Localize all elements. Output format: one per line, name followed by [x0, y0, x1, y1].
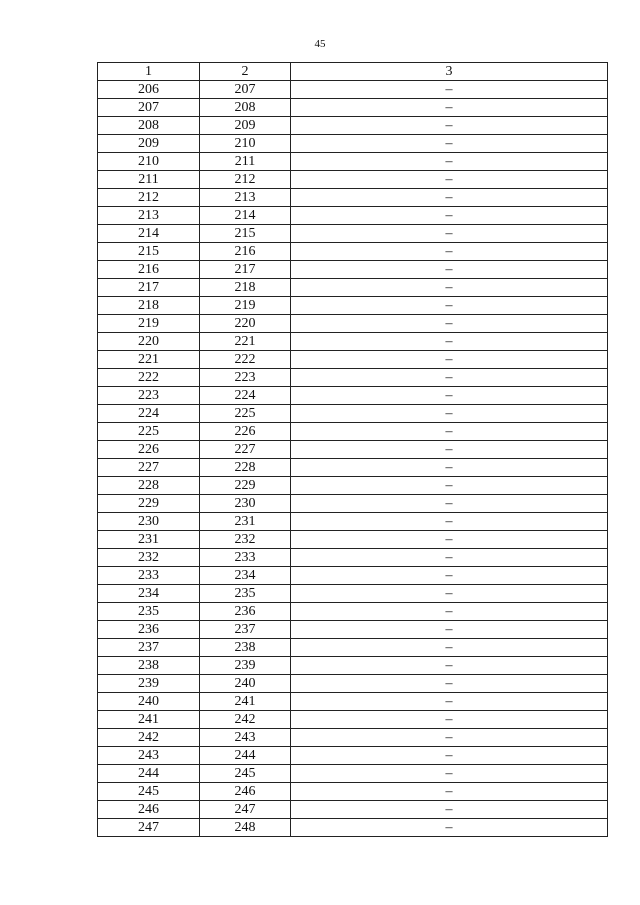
header-row [98, 63, 608, 81]
table-cell-col-1: 240 [98, 693, 200, 711]
table-row [98, 549, 608, 567]
table-cell-col-1: 234 [98, 585, 200, 603]
table-cell-col-1: 218 [98, 297, 200, 315]
table-row [98, 477, 608, 495]
table-cell-col-3: – [291, 297, 608, 315]
table-cell-col-3: – [291, 801, 608, 819]
table-cell-col-1: 213 [98, 207, 200, 225]
table-cell-col-3: – [291, 81, 608, 99]
table-cell-col-3: – [291, 675, 608, 693]
table-cell-col-3: – [291, 531, 608, 549]
table-row [98, 81, 608, 99]
table-cell-col-2: 235 [200, 585, 291, 603]
table-cell-col-3: – [291, 567, 608, 585]
table-cell-col-1: 224 [98, 405, 200, 423]
table-cell-col-3: – [291, 621, 608, 639]
table-cell-col-1: 222 [98, 369, 200, 387]
table-cell-col-3: – [291, 441, 608, 459]
table-row [98, 675, 608, 693]
table-row [98, 351, 608, 369]
table-cell-col-2: 229 [200, 477, 291, 495]
table-row [98, 333, 608, 351]
table-cell-col-3: – [291, 117, 608, 135]
table-cell-col-1: 242 [98, 729, 200, 747]
table-cell-col-2: 210 [200, 135, 291, 153]
table-cell-col-2: 241 [200, 693, 291, 711]
table-cell-col-2: 228 [200, 459, 291, 477]
table-cell-col-2: 231 [200, 513, 291, 531]
table-row [98, 315, 608, 333]
table-cell-col-2: 245 [200, 765, 291, 783]
table-row [98, 585, 608, 603]
table-cell-col-2: 209 [200, 117, 291, 135]
table-row [98, 423, 608, 441]
table-cell-col-2: 239 [200, 657, 291, 675]
table-cell-col-3: – [291, 261, 608, 279]
table-cell-col-3: – [291, 207, 608, 225]
table-cell-col-1: 223 [98, 387, 200, 405]
table-cell-col-2: 227 [200, 441, 291, 459]
table-row [98, 783, 608, 801]
table-cell-col-1: 232 [98, 549, 200, 567]
table-row [98, 279, 608, 297]
table-cell-col-3: – [291, 225, 608, 243]
table-cell-col-2: 240 [200, 675, 291, 693]
table-cell-col-1: 237 [98, 639, 200, 657]
table-cell-col-1: 219 [98, 315, 200, 333]
table-cell-col-1: 220 [98, 333, 200, 351]
table-cell-col-1: 216 [98, 261, 200, 279]
table-cell-col-1: 241 [98, 711, 200, 729]
table-cell-col-1: 207 [98, 99, 200, 117]
table-row [98, 153, 608, 171]
table-cell-col-1: 245 [98, 783, 200, 801]
table-cell-col-3: – [291, 549, 608, 567]
table-cell-col-1: 244 [98, 765, 200, 783]
table-row [98, 747, 608, 765]
table-row [98, 135, 608, 153]
table-row [98, 459, 608, 477]
table-cell-col-2: 244 [200, 747, 291, 765]
table-cell-col-1: 247 [98, 819, 200, 837]
table-cell-col-3: – [291, 405, 608, 423]
data-table [97, 62, 608, 837]
table-cell-col-3: – [291, 315, 608, 333]
table-cell-col-1: 206 [98, 81, 200, 99]
table-cell-col-3: – [291, 459, 608, 477]
table-cell-col-1: 227 [98, 459, 200, 477]
table-cell-col-3: – [291, 135, 608, 153]
table-row [98, 531, 608, 549]
table-cell-col-3: – [291, 603, 608, 621]
table-row [98, 261, 608, 279]
table-cell-col-3: – [291, 369, 608, 387]
table-cell-col-3: – [291, 585, 608, 603]
table-row [98, 567, 608, 585]
table-cell-col-2: 212 [200, 171, 291, 189]
table-cell-col-3: – [291, 351, 608, 369]
table-row [98, 117, 608, 135]
table-row [98, 603, 608, 621]
table-row [98, 405, 608, 423]
table-cell-col-2: 217 [200, 261, 291, 279]
table-cell-col-2: 234 [200, 567, 291, 585]
table-cell-col-1: 211 [98, 171, 200, 189]
table-cell-col-1: 214 [98, 225, 200, 243]
table-cell-col-3: – [291, 729, 608, 747]
table-cell-col-3: – [291, 279, 608, 297]
table-row [98, 639, 608, 657]
table-cell-col-2: 207 [200, 81, 291, 99]
table-cell-col-3: – [291, 747, 608, 765]
table-row [98, 621, 608, 639]
table-cell-col-3: – [291, 99, 608, 117]
table-cell-col-2: 223 [200, 369, 291, 387]
table-row [98, 693, 608, 711]
table-row [98, 711, 608, 729]
table-cell-col-1: 212 [98, 189, 200, 207]
table-cell-col-1: 208 [98, 117, 200, 135]
table-cell-col-1: 236 [98, 621, 200, 639]
table-cell-col-1: 231 [98, 531, 200, 549]
table-cell-col-3: – [291, 495, 608, 513]
table-row [98, 369, 608, 387]
table-row [98, 189, 608, 207]
table-cell-col-2: 226 [200, 423, 291, 441]
table-cell-col-1: 210 [98, 153, 200, 171]
table-cell-col-3: – [291, 423, 608, 441]
table-row [98, 819, 608, 837]
table-cell-col-2: 213 [200, 189, 291, 207]
table-cell-col-2: 242 [200, 711, 291, 729]
table-cell-col-2: 222 [200, 351, 291, 369]
table-cell-col-3: – [291, 171, 608, 189]
table-cell-col-2: 221 [200, 333, 291, 351]
table-cell-col-3: – [291, 693, 608, 711]
table-row [98, 729, 608, 747]
table-cell-col-2: 211 [200, 153, 291, 171]
table-row [98, 225, 608, 243]
table-cell-col-1: 238 [98, 657, 200, 675]
table-row [98, 513, 608, 531]
table-cell-col-2: 230 [200, 495, 291, 513]
table-cell-col-1: 246 [98, 801, 200, 819]
table-cell-col-3: – [291, 243, 608, 261]
table-row [98, 99, 608, 117]
table-cell-col-2: 247 [200, 801, 291, 819]
table-cell-col-1: 235 [98, 603, 200, 621]
table-row [98, 297, 608, 315]
table-cell-col-2: 225 [200, 405, 291, 423]
table-cell-col-3: – [291, 513, 608, 531]
table-row [98, 243, 608, 261]
table-cell-col-1: 217 [98, 279, 200, 297]
table-row [98, 801, 608, 819]
table-body [98, 81, 608, 837]
table-cell-col-2: 237 [200, 621, 291, 639]
table-cell-col-3: – [291, 783, 608, 801]
table-row [98, 765, 608, 783]
table-cell-col-3: – [291, 765, 608, 783]
table-cell-col-2: 215 [200, 225, 291, 243]
table-cell-col-1: 229 [98, 495, 200, 513]
table-row [98, 207, 608, 225]
table-header [98, 63, 608, 81]
column-header-1: 1 [98, 63, 200, 81]
table-cell-col-2: 218 [200, 279, 291, 297]
table-cell-col-2: 236 [200, 603, 291, 621]
table-cell-col-2: 243 [200, 729, 291, 747]
table-cell-col-1: 233 [98, 567, 200, 585]
table-cell-col-3: – [291, 477, 608, 495]
table-cell-col-3: – [291, 189, 608, 207]
table-row [98, 441, 608, 459]
table-cell-col-1: 239 [98, 675, 200, 693]
table-row [98, 171, 608, 189]
table-cell-col-2: 246 [200, 783, 291, 801]
table-cell-col-1: 243 [98, 747, 200, 765]
table-row [98, 387, 608, 405]
table-cell-col-1: 230 [98, 513, 200, 531]
column-header-3: 3 [291, 63, 608, 81]
table-cell-col-3: – [291, 153, 608, 171]
page-number: 45 [314, 38, 326, 50]
table-cell-col-1: 221 [98, 351, 200, 369]
table-cell-col-3: – [291, 387, 608, 405]
table-cell-col-2: 238 [200, 639, 291, 657]
table-row [98, 495, 608, 513]
table-cell-col-1: 226 [98, 441, 200, 459]
table-cell-col-3: – [291, 639, 608, 657]
table-cell-col-2: 208 [200, 99, 291, 117]
table-cell-col-2: 248 [200, 819, 291, 837]
table-cell-col-2: 216 [200, 243, 291, 261]
table-cell-col-1: 228 [98, 477, 200, 495]
table-cell-col-2: 232 [200, 531, 291, 549]
table-cell-col-3: – [291, 819, 608, 837]
table-cell-col-2: 233 [200, 549, 291, 567]
table-cell-col-2: 220 [200, 315, 291, 333]
table-cell-col-1: 209 [98, 135, 200, 153]
table-cell-col-2: 224 [200, 387, 291, 405]
table-cell-col-3: – [291, 657, 608, 675]
table-cell-col-2: 214 [200, 207, 291, 225]
column-header-2: 2 [200, 63, 291, 81]
table-row [98, 657, 608, 675]
table-cell-col-1: 215 [98, 243, 200, 261]
table-cell-col-2: 219 [200, 297, 291, 315]
table-cell-col-3: – [291, 711, 608, 729]
table-cell-col-1: 225 [98, 423, 200, 441]
table-cell-col-3: – [291, 333, 608, 351]
